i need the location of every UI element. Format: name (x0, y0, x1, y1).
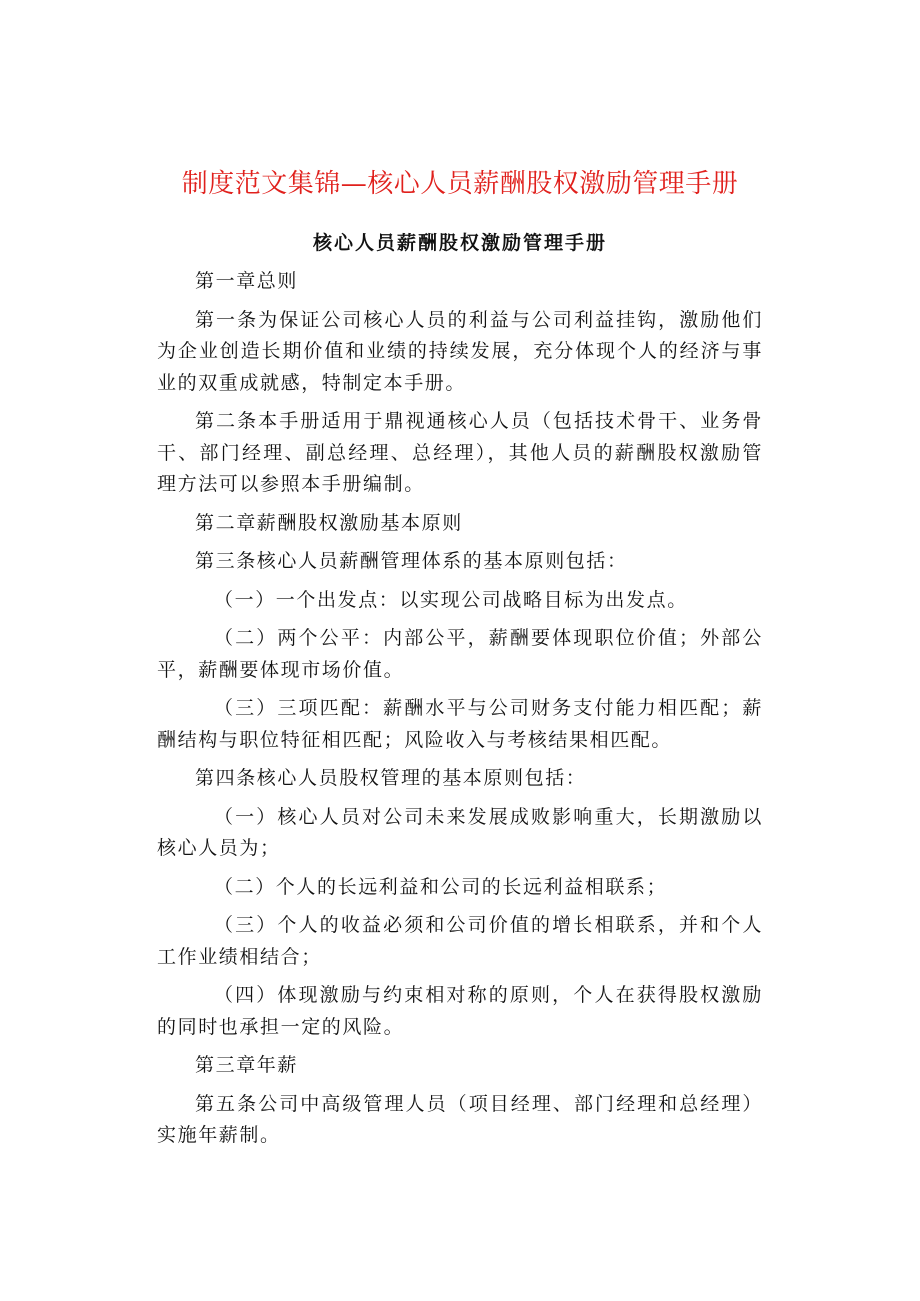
article-paragraph: 第五条公司中高级管理人员（项目经理、部门经理和总经理）实施年薪制。 (157, 1092, 763, 1146)
list-item: （三）个人的收益必须和公司价值的增长相联系，并和个人工作业绩相结合； (157, 914, 763, 968)
list-item: （四）体现激励与约束相对称的原则，个人在获得股权激励的同时也承担一定的风险。 (157, 984, 763, 1038)
list-item: （三）三项匹配：薪酬水平与公司财务支付能力相匹配；薪酬结构与职位特征相匹配；风险收入与考核结果相匹配。 (157, 697, 763, 751)
article-paragraph: 第三条核心人员薪酬管理体系的基本原则包括： (195, 550, 628, 572)
chapter-heading: 第二章薪酬股权激励基本原则 (195, 511, 463, 534)
list-item: （二）两个公平：内部公平，薪酬要体现职位价值；外部公平，薪酬要体现市场价值。 (157, 627, 763, 681)
article-paragraph: 第四条核心人员股权管理的基本原则包括： (195, 767, 587, 789)
list-item: （一）一个出发点：以实现公司战略目标为出发点。 (214, 588, 688, 611)
chapter-heading: 第三章年薪 (195, 1054, 299, 1076)
document-body (157, 266, 763, 1159)
chapter-heading: 第一章总则 (195, 270, 299, 292)
list-item: （一）核心人员对公司未来发展成败影响重大，长期激励以核心人员为； (157, 805, 763, 859)
document-subtitle: 核心人员薪酬股权激励管理手册 (312, 232, 607, 254)
article-paragraph: 第二条本手册适用于鼎视通核心人员（包括技术骨干、业务骨干、部门经理、副总经理、总经理），其他人员的薪酬股权激励管理方法可以参照本手册编制。 (157, 410, 763, 495)
document-title: 制度范文集锦—核心人员薪酬股权激励管理手册 (181, 169, 739, 199)
list-item: （二）个人的长远利益和公司的长远利益相联系； (214, 875, 668, 898)
article-paragraph: 第一条为保证公司核心人员的利益与公司利益挂钩，激励他们为企业创造长期价值和业绩的持续发展，充分体现个人的经济与事业的双重成就感，特制定本手册。 (157, 308, 763, 394)
